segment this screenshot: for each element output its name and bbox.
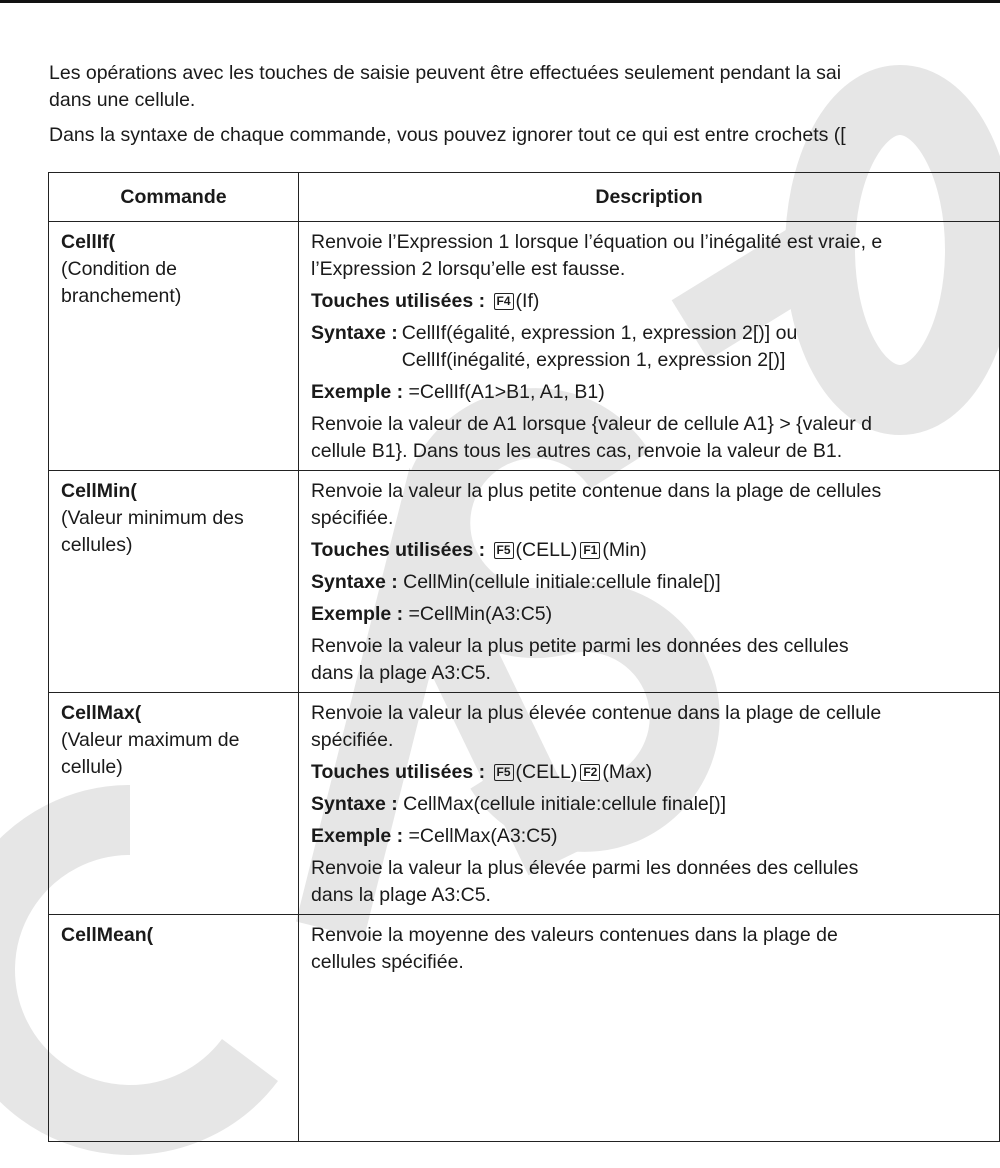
description-text: Renvoie la valeur la plus petite contenue dans la plage de cellules spécifiée. xyxy=(311,480,882,529)
keys-line xyxy=(311,537,987,564)
command-cell xyxy=(49,222,299,471)
table-row xyxy=(49,471,1000,693)
example-note: Renvoie la valeur de A1 lorsque {valeur de cellule A1} > {valeur d cellule B1}. Dans tous les autres cas, renvoie la valeur de B1. xyxy=(311,413,873,462)
description-cell xyxy=(299,693,1000,915)
f5-key-icon: F5 xyxy=(494,542,514,559)
table-header-row xyxy=(49,173,1000,222)
description-cell xyxy=(299,915,1000,1142)
command-cell xyxy=(49,693,299,915)
description-cell xyxy=(299,471,1000,693)
command-name: CellMin( xyxy=(61,480,137,502)
top-rule xyxy=(0,0,1000,3)
example-label: Exemple : xyxy=(311,381,404,403)
keys-line xyxy=(311,288,987,315)
command-subtitle: (Valeur maximum de cellule) xyxy=(61,729,240,778)
description-text: Renvoie la moyenne des valeurs contenues dans la plage de cellules spécifiée. xyxy=(311,924,838,973)
syntax-line xyxy=(311,791,987,818)
description-text: Renvoie l’Expression 1 lorsque l’équation ou l’inégalité est vraie, e l’Expression 2 lorsqu’elle est fausse. xyxy=(311,231,883,280)
syntax-line xyxy=(311,569,987,596)
key-function: (Min) xyxy=(602,539,647,561)
syntax-value: CellMin(cellule initiale:cellule finale[)] xyxy=(403,571,721,593)
syntax-lines: CellIf(égalité, expression 1, expression 2[)] ou CellIf(inégalité, expression 1, expression 2[)] xyxy=(401,322,798,371)
example-line xyxy=(311,823,987,850)
header-command: Commande xyxy=(49,173,299,222)
intro-line-1: Les opérations avec les touches de saisie peuvent être effectuées seulement pendant la sai dans une cellule. xyxy=(49,62,842,111)
command-subtitle: (Condition de branchement) xyxy=(61,258,182,307)
f5-key-icon: F5 xyxy=(494,764,514,781)
example-line xyxy=(311,379,987,406)
keys-label: Touches utilisées : xyxy=(311,290,486,312)
header-description: Description xyxy=(299,173,1000,222)
f4-key-icon: F4 xyxy=(494,293,514,310)
key-function: (CELL) xyxy=(515,761,578,783)
example-label: Exemple : xyxy=(311,825,404,847)
example-note: Renvoie la valeur la plus petite parmi les données des cellules dans la plage A3:C5. xyxy=(311,635,849,684)
command-name: CellMax( xyxy=(61,702,142,724)
keys-label: Touches utilisées : xyxy=(311,761,486,783)
key-function: (If) xyxy=(515,290,540,312)
example-label: Exemple : xyxy=(311,603,404,625)
example-value: =CellIf(A1>B1, A1, B1) xyxy=(408,381,605,403)
key-function: (CELL) xyxy=(515,539,578,561)
keys-line xyxy=(311,759,987,786)
keys-label: Touches utilisées : xyxy=(311,539,486,561)
example-value: =CellMax(A3:C5) xyxy=(408,825,558,847)
syntax-label: Syntaxe : xyxy=(311,322,398,344)
command-name: CellIf( xyxy=(61,231,116,253)
table-row xyxy=(49,693,1000,915)
intro-text xyxy=(49,60,1000,157)
command-cell xyxy=(49,471,299,693)
intro-line-2: Dans la syntaxe de chaque commande, vous pouvez ignorer tout ce qui est entre crochets ([ xyxy=(49,124,846,146)
f1-key-icon: F1 xyxy=(580,542,600,559)
command-table xyxy=(48,172,1000,1142)
command-subtitle: (Valeur minimum des cellules) xyxy=(61,507,244,556)
example-note: Renvoie la valeur la plus élevée parmi les données des cellules dans la plage A3:C5. xyxy=(311,857,859,906)
syntax-label: Syntaxe : xyxy=(311,571,398,593)
syntax-block xyxy=(311,320,797,374)
key-function: (Max) xyxy=(602,761,653,783)
syntax-value: CellMax(cellule initiale:cellule finale[)] xyxy=(403,793,727,815)
table-row xyxy=(49,915,1000,1142)
description-cell xyxy=(299,222,1000,471)
example-value: =CellMin(A3:C5) xyxy=(408,603,553,625)
f2-key-icon: F2 xyxy=(580,764,600,781)
command-name: CellMean( xyxy=(61,924,154,946)
command-cell xyxy=(49,915,299,1142)
example-line xyxy=(311,601,987,628)
syntax-label: Syntaxe : xyxy=(311,793,398,815)
description-text: Renvoie la valeur la plus élevée contenue dans la plage de cellule spécifiée. xyxy=(311,702,882,751)
table-row xyxy=(49,222,1000,471)
